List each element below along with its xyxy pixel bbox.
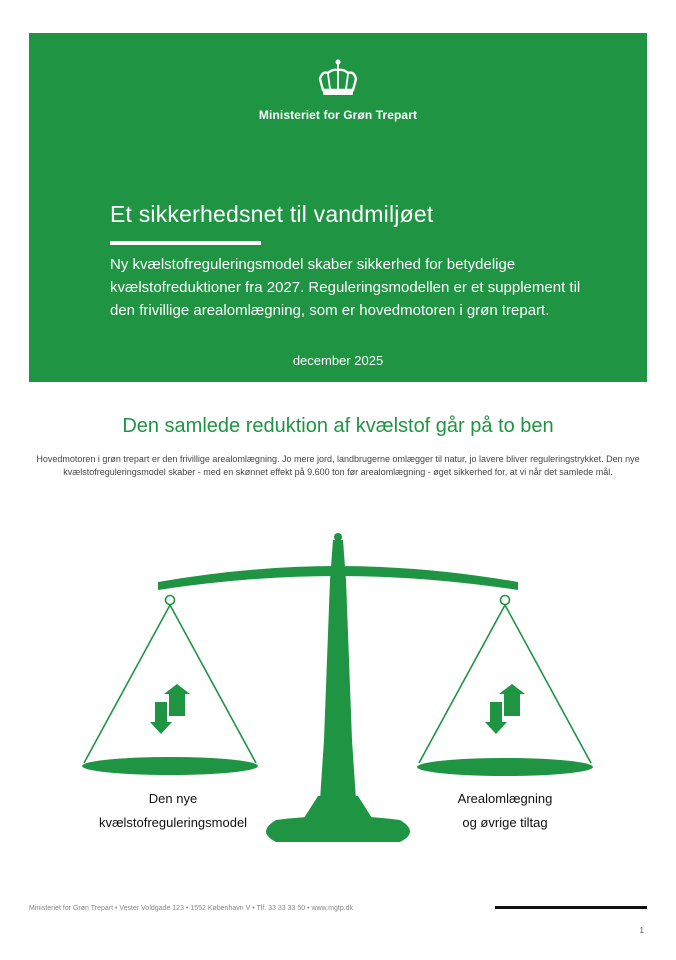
scale-base — [304, 796, 372, 818]
left-label-line1: Den nye — [148, 791, 198, 806]
title-divider — [110, 241, 261, 245]
right-label-line2: og øvrige tiltag — [462, 815, 548, 830]
right-pan-strings — [419, 605, 591, 763]
section-title: Den samlede reduktion af kvælstof går på to ben — [122, 415, 554, 437]
left-pan-strings — [84, 605, 256, 763]
scale-foot — [266, 816, 410, 842]
right-pan — [417, 758, 593, 776]
right-pan-label — [420, 787, 590, 835]
footer-address: Ministeriet for Grøn Trepart • Vester Voldgade 123 • 1552 København V • Tlf. 33 33 33 50 • www.mgtp.dk — [29, 905, 354, 912]
header-banner — [29, 33, 647, 382]
left-pan-label — [80, 787, 266, 835]
left-label-line2: kvælstofreguleringsmodel — [98, 815, 248, 830]
page-number: 1 — [639, 926, 644, 935]
right-up-down-arrows-icon — [485, 684, 525, 734]
left-up-down-arrows-icon — [150, 684, 190, 734]
lead-paragraph: Ny kvælstofreguleringsmodel skaber sikkerhed for betydelige kvælstofreduktioner fra 2027. Reguleringsmodellen er et supplement til den frivillige arealomlægning, som er hovedmotoren i grøn trepart. — [110, 256, 581, 319]
intro-paragraph: Hovedmotoren i grøn trepart er den frivillige arealomlægning. Jo mere jord, landbrugerne omlægger til natur, jo lavere bliver reguleringstrykket. Den nye kvælstofreguleringsmodel skaber - med en skønnet effekt på 9.600 ton før arealomlægning - øget sikkerhed for, at vi når det samlede mål. — [36, 454, 640, 477]
footer-divider — [495, 906, 647, 909]
right-label-line1: Arealomlægning — [457, 791, 553, 806]
page-title: Et sikkerhedsnet til vandmiljøet — [110, 201, 434, 227]
left-pan — [82, 757, 258, 775]
publication-date: december 2025 — [292, 353, 384, 368]
crown-logo-icon — [316, 59, 360, 99]
scale-pillar — [320, 540, 356, 800]
ministry-name: Ministeriet for Grøn Trepart — [258, 108, 418, 122]
scale-finial — [334, 533, 342, 541]
